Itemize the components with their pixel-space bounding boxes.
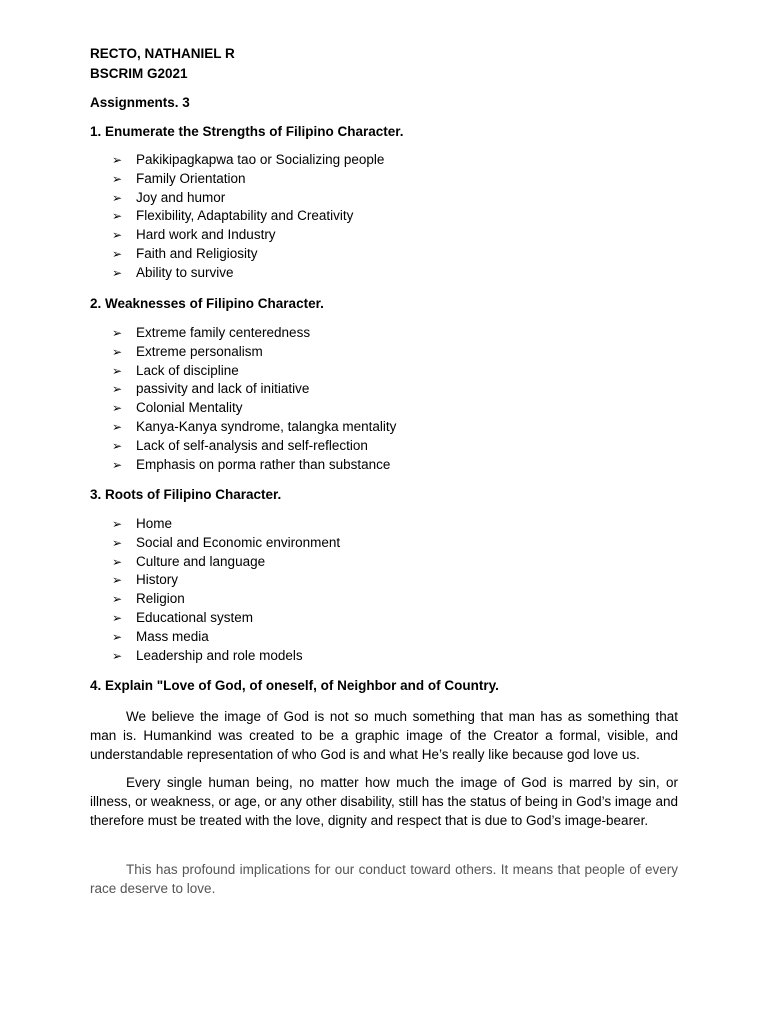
list-item: ➢ Educational system <box>112 609 340 628</box>
arrowhead-bullet-icon: ➢ <box>112 382 123 397</box>
assignment-title: Assignments. 3 <box>90 95 190 110</box>
answer-paragraph-2: Every single human being, no matter how much the image of God is marred by sin, or illness, or weakness, or age, or any other disability, still has the status of being in God’s image and therefore must be treated with the love, dignity and respect that is due to God’s image-bearer. <box>90 775 678 828</box>
list-item: ➢ Social and Economic environment <box>112 534 340 553</box>
arrowhead-bullet-icon: ➢ <box>112 629 123 644</box>
arrowhead-bullet-icon: ➢ <box>112 554 123 569</box>
list-item: ➢ Joy and humor <box>112 189 384 208</box>
arrowhead-bullet-icon: ➢ <box>112 209 123 224</box>
arrowhead-bullet-icon: ➢ <box>112 592 123 607</box>
list-item: ➢ passivity and lack of initiative <box>112 380 396 399</box>
list-item: ➢ Kanya-Kanya syndrome, talangka mentality <box>112 418 396 437</box>
arrowhead-bullet-icon: ➢ <box>112 438 123 453</box>
answer-paragraph-3: This has profound implications for our conduct toward others. It means that people of every race deserve to love. <box>90 862 678 896</box>
student-section: BSCRIM G2021 <box>90 66 188 81</box>
weaknesses-list <box>112 324 396 474</box>
answer-paragraph-1: We believe the image of God is not so much something that man has as something that man is. Humankind was created to be a graphic image of the Creator a formal, visible, and understandable representation of who God is and what He’s really like because god love us. <box>90 709 678 762</box>
list-item: ➢ Lack of discipline <box>112 362 396 381</box>
strengths-list <box>112 151 384 283</box>
arrowhead-bullet-icon: ➢ <box>112 610 123 625</box>
list-item: ➢ Emphasis on porma rather than substance <box>112 456 396 475</box>
arrowhead-bullet-icon: ➢ <box>112 326 123 340</box>
list-item: ➢ History <box>112 571 340 590</box>
list-item: ➢ Ability to survive <box>112 264 384 283</box>
list-item: ➢ Extreme family centeredness <box>112 324 396 343</box>
list-item: ➢ Mass media <box>112 628 340 647</box>
list-item: ➢ Pakikipagkapwa tao or Socializing people <box>112 151 384 170</box>
arrowhead-bullet-icon: ➢ <box>112 190 123 205</box>
arrowhead-bullet-icon: ➢ <box>112 363 123 378</box>
question-4-title: 4. Explain "Love of God, of oneself, of Neighbor and of Country. <box>90 678 499 693</box>
arrowhead-bullet-icon: ➢ <box>112 265 123 280</box>
list-item: ➢ Family Orientation <box>112 170 384 189</box>
list-item: ➢ Hard work and Industry <box>112 226 384 245</box>
list-item: ➢ Colonial Mentality <box>112 399 396 418</box>
list-item: ➢ Faith and Religiosity <box>112 245 384 264</box>
list-item: ➢ Extreme personalism <box>112 343 396 362</box>
arrowhead-bullet-icon: ➢ <box>112 457 123 472</box>
roots-list <box>112 515 340 665</box>
list-item: ➢ Lack of self-analysis and self-reflection <box>112 437 396 456</box>
question-2-title: 2. Weaknesses of Filipino Character. <box>90 296 324 311</box>
arrowhead-bullet-icon: ➢ <box>112 344 123 359</box>
question-1-title: 1. Enumerate the Strengths of Filipino Character. <box>90 124 404 139</box>
arrowhead-bullet-icon: ➢ <box>112 419 123 434</box>
list-item: ➢ Home <box>112 515 340 534</box>
arrowhead-bullet-icon: ➢ <box>112 171 123 186</box>
arrowhead-bullet-icon: ➢ <box>112 246 123 261</box>
arrowhead-bullet-icon: ➢ <box>112 228 123 243</box>
list-item: ➢ Religion <box>112 590 340 609</box>
list-item: ➢ Flexibility, Adaptability and Creativity <box>112 207 384 226</box>
arrowhead-bullet-icon: ➢ <box>112 153 123 167</box>
arrowhead-bullet-icon: ➢ <box>112 401 123 416</box>
arrowhead-bullet-icon: ➢ <box>112 573 123 588</box>
arrowhead-bullet-icon: ➢ <box>112 535 123 550</box>
arrowhead-bullet-icon: ➢ <box>112 517 123 531</box>
arrowhead-bullet-icon: ➢ <box>112 648 123 663</box>
student-name: RECTO, NATHANIEL R <box>90 46 235 61</box>
list-item: ➢ Culture and language <box>112 553 340 572</box>
list-item: ➢ Leadership and role models <box>112 647 340 666</box>
question-3-title: 3. Roots of Filipino Character. <box>90 487 282 502</box>
